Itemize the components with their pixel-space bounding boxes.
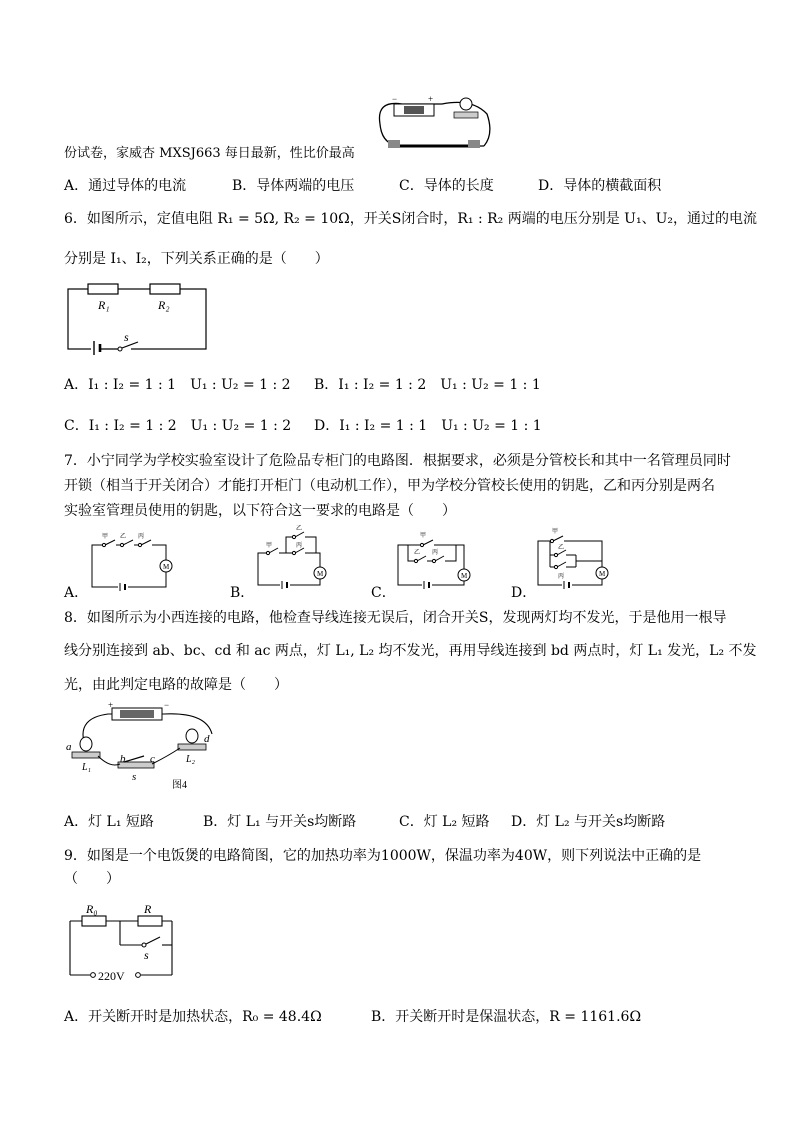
q7-circuit-c — [396, 527, 472, 593]
svg-text:丙: 丙 — [432, 550, 439, 556]
svg-text:−: − — [164, 700, 170, 710]
svg-text:乙: 乙 — [414, 550, 421, 556]
q6-option-a[interactable]: A．I₁ : I₂ = 1 : 1 U₁ : U₂ = 1 : 2 — [64, 377, 291, 393]
svg-text:+: + — [108, 700, 114, 710]
q9-stem-line2: （ ） — [64, 871, 120, 887]
q8-stem-line3: 光，由此判定电路的故障是（ ） — [64, 677, 288, 693]
svg-text:220V: 220V — [98, 969, 125, 983]
q9-option-b[interactable]: B．开关断开时是保温状态，R = 1161.6Ω — [371, 1009, 642, 1025]
svg-text:丙: 丙 — [558, 574, 565, 580]
q5-option-d[interactable]: D．导体的横截面积 — [538, 178, 662, 194]
svg-text:b: b — [120, 753, 126, 765]
svg-text:+: + — [428, 94, 434, 104]
svg-text:甲: 甲 — [420, 533, 427, 539]
q8-stem-line2: 线分别连接到 ab、bc、cd 和 ac 两点，灯 L₁, L₂ 均不发光，再用导线连接到 bd 两点时，灯 L₁ 发光，L₂ 不发 — [64, 643, 757, 659]
q7-stem-line2: 开锁（相当于开关闭合）才能打开柜门（电动机工作），甲为学校分管校长使用的钥匙，乙和丙分别是两名 — [64, 478, 715, 494]
q6-label-r2: R₂ — [158, 298, 170, 312]
q6-label-r1: R₁ — [98, 298, 110, 312]
q8-option-d[interactable]: D．灯 L₂ 与开关s均断路 — [511, 814, 666, 830]
svg-text:L₂: L₂ — [186, 754, 196, 765]
q8-stem-line1: 8．如图所示为小西连接的电路，他检查导线连接无误后，闭合开关S，发现两灯均不发光，于是他用一根导 — [64, 610, 727, 626]
q6-label-s: s — [124, 330, 129, 344]
svg-text:M: M — [599, 570, 606, 578]
svg-text:丙: 丙 — [138, 534, 145, 540]
q7-option-a-label[interactable]: A． — [64, 585, 89, 601]
svg-text:c: c — [150, 753, 155, 765]
svg-text:s: s — [144, 948, 149, 962]
svg-text:−: − — [392, 94, 398, 104]
svg-text:d: d — [204, 733, 210, 745]
svg-text:乙: 乙 — [120, 534, 127, 540]
q6-stem-line2: 分别是 I₁、I₂，下列关系正确的是（ ） — [64, 251, 329, 267]
q7-stem-line3: 实验室管理员使用的钥匙，以下符合这一要求的电路是（ ） — [64, 503, 456, 519]
q8-option-b[interactable]: B．灯 L₁ 与开关s均断路 — [203, 814, 357, 830]
q6-option-d[interactable]: D．I₁ : I₂ = 1 : 1 U₁ : U₂ = 1 : 1 — [314, 418, 542, 434]
svg-text:甲: 甲 — [266, 543, 273, 549]
q5-option-c[interactable]: C．导体的长度 — [399, 178, 494, 194]
q9-option-a[interactable]: A．开关断开时是加热状态，R₀ = 48.4Ω — [64, 1009, 322, 1025]
svg-text:丙: 丙 — [296, 543, 303, 549]
q8-option-a[interactable]: A．灯 L₁ 短路 — [64, 814, 154, 830]
svg-text:乙: 乙 — [558, 545, 565, 551]
svg-text:甲: 甲 — [552, 529, 559, 535]
svg-text:R: R — [144, 902, 152, 916]
svg-text:M: M — [461, 572, 468, 580]
q7-option-d-label[interactable]: D． — [511, 585, 537, 601]
q8-circuit-figure — [64, 700, 219, 791]
q8-option-c[interactable]: C．灯 L₂ 短路 — [399, 814, 490, 830]
svg-text:乙: 乙 — [296, 526, 303, 532]
header-fragment: 份试卷，家威杏 MXSJ663 每日最新，性比价最高 — [64, 146, 355, 161]
svg-text:L₁: L₁ — [82, 762, 92, 773]
q6-option-c[interactable]: C．I₁ : I₂ = 1 : 2 U₁ : U₂ = 1 : 2 — [64, 418, 292, 434]
svg-text:a: a — [66, 741, 72, 753]
q7-option-b-label[interactable]: B． — [230, 585, 255, 601]
q5-circuit-figure — [372, 94, 496, 156]
q6-series-circuit — [66, 283, 211, 355]
svg-text:R₀: R₀ — [86, 902, 98, 916]
q9-rice-cooker-circuit — [66, 899, 178, 983]
svg-text:M: M — [163, 563, 170, 571]
q9-stem-line1: 9．如图是一个电饭煲的电路简图，它的加热功率为1000W，保温功率为40W，则下列说法中正确的是 — [64, 848, 702, 864]
svg-text:图4: 图4 — [172, 780, 187, 791]
q7-circuit-a — [90, 533, 180, 591]
q7-stem-line1: 7．小宁同学为学校实验室设计了危险品专柜门的电路图．根据要求，必须是分管校长和其中一名管理员同时 — [64, 453, 731, 469]
q6-option-b[interactable]: B．I₁ : I₂ = 1 : 2 U₁ : U₂ = 1 : 1 — [314, 377, 541, 393]
q6-stem-line1: 6．如图所示，定值电阻 R₁ = 5Ω, R₂ = 10Ω，开关S闭合时，R₁ : R₂ 两端的电压分别是 U₁、U₂，通过的电流 — [64, 211, 757, 227]
q7-circuit-b — [256, 523, 332, 593]
svg-text:甲: 甲 — [102, 534, 109, 540]
q7-option-c-label[interactable]: C． — [371, 585, 396, 601]
svg-text:s: s — [132, 771, 137, 783]
q5-option-a[interactable]: A．通过导体的电流 — [64, 178, 187, 194]
q7-circuit-d — [536, 527, 612, 593]
svg-text:M: M — [317, 570, 324, 578]
q5-option-b[interactable]: B．导体两端的电压 — [232, 178, 355, 194]
